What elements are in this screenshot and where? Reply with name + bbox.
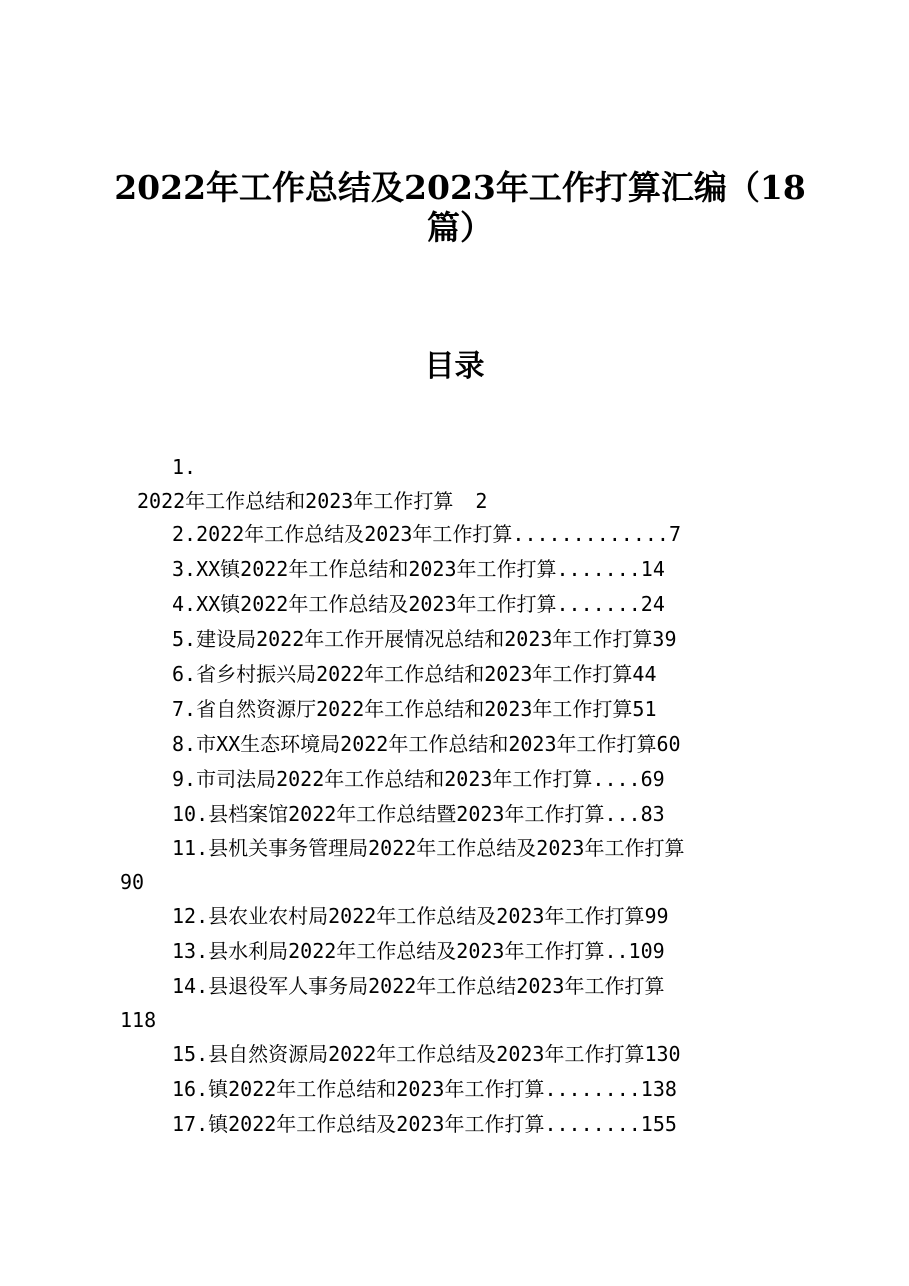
toc-entry-6: 6.省乡村振兴局2022年工作总结和2023年工作打算44 bbox=[172, 662, 657, 686]
toc-entry-17: 17.镇2022年工作总结及2023年工作打算........155 bbox=[172, 1112, 677, 1136]
document-title-line2: 篇） bbox=[427, 208, 493, 247]
toc-entry-12: 12.县农业农村局2022年工作总结及2023年工作打算99 bbox=[172, 904, 669, 928]
toc-entry-14: 14.县退役军人事务局2022年工作总结2023年工作打算 bbox=[172, 974, 665, 998]
toc-entry-1-title bbox=[137, 486, 487, 516]
toc-entry-11-page: 90 bbox=[120, 870, 145, 894]
toc-entry-4: 4.XX镇2022年工作总结及2023年工作打算.......24 bbox=[172, 592, 665, 616]
toc-entry-11: 11.县机关事务管理局2022年工作总结及2023年工作打算 bbox=[172, 836, 685, 860]
toc-entry-16: 16.镇2022年工作总结和2023年工作打算........138 bbox=[172, 1077, 677, 1101]
toc-entry-2: 2.2022年工作总结及2023年工作打算.............7 bbox=[172, 522, 681, 546]
toc-entry-7: 7.省自然资源厅2022年工作总结和2023年工作打算51 bbox=[172, 697, 657, 721]
toc-entry-5: 5.建设局2022年工作开展情况总结和2023年工作打算39 bbox=[172, 627, 677, 651]
toc-entry-15: 15.县自然资源局2022年工作总结及2023年工作打算130 bbox=[172, 1042, 681, 1066]
document-title-line1: 2022年工作总结及2023年工作打算汇编（18 bbox=[114, 168, 806, 207]
toc-heading: 目录 bbox=[424, 349, 485, 384]
toc-entry-1-number: 1. bbox=[172, 455, 197, 479]
toc-entry-3: 3.XX镇2022年工作总结和2023年工作打算.......14 bbox=[172, 557, 665, 581]
toc-entry-8: 8.市XX生态环境局2022年工作总结和2023年工作打算60 bbox=[172, 732, 681, 756]
toc-entry-9: 9.市司法局2022年工作总结和2023年工作打算....69 bbox=[172, 767, 665, 791]
toc-entry-1-text: 2022年工作总结和2023年工作打算 bbox=[137, 489, 454, 513]
toc-entry-14-page: 118 bbox=[120, 1008, 157, 1032]
toc-entry-13: 13.县水利局2022年工作总结及2023年工作打算..109 bbox=[172, 939, 665, 963]
toc-entry-10: 10.县档案馆2022年工作总结暨2023年工作打算...83 bbox=[172, 802, 665, 826]
toc-entry-1-page: 2 bbox=[475, 489, 488, 513]
